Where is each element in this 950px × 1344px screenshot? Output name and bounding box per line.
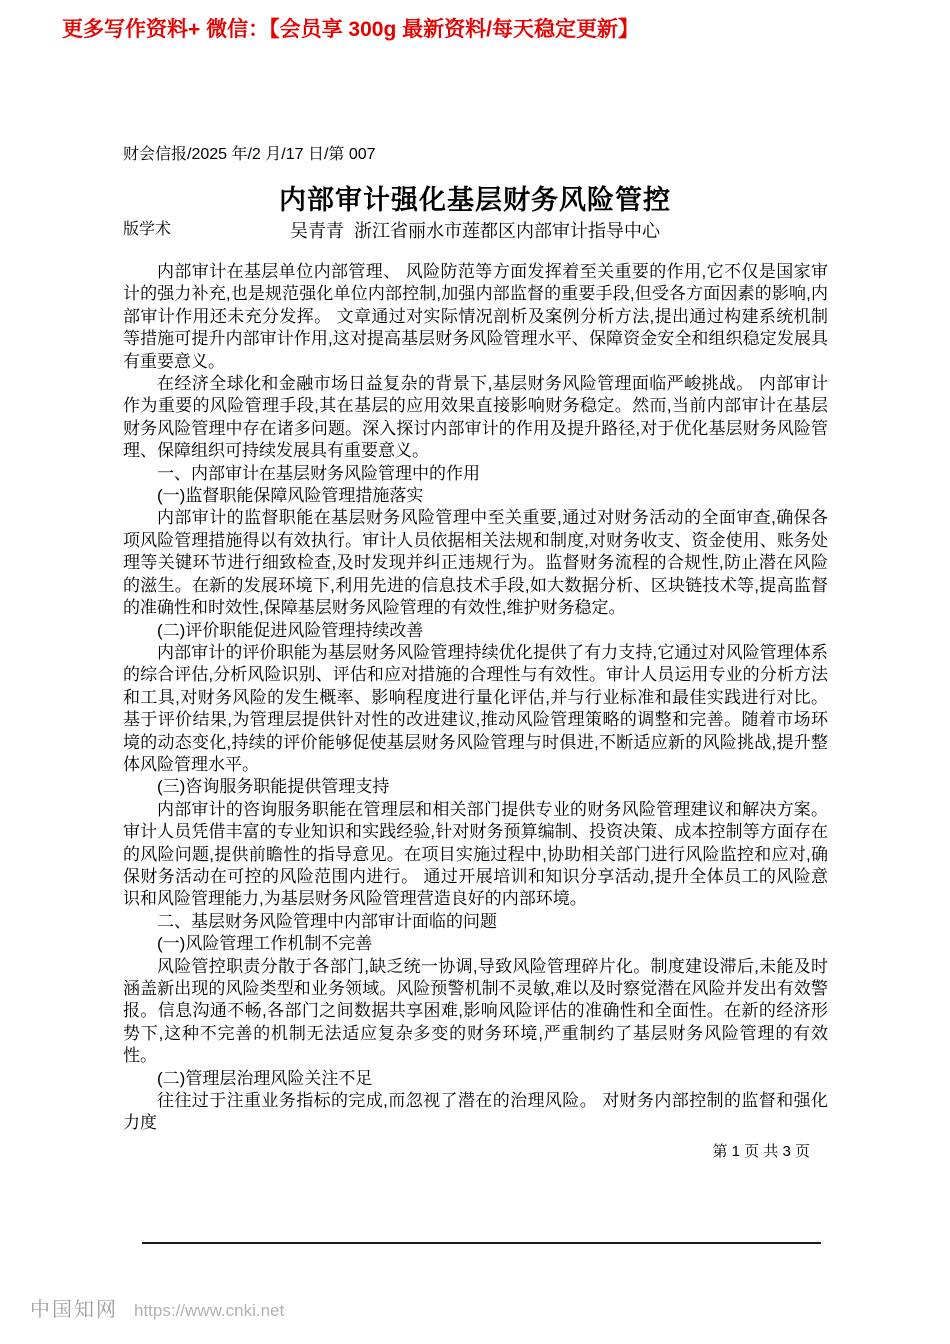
watermark-brand: 中国知网 <box>30 1299 118 1321</box>
heading-section-2-1: (一)风险管理工作机制不完善 <box>157 934 373 954</box>
ad-banner-text: 更多写作资料+ 微信：【会员享 300g 最新资料/每天稳定更新】 <box>62 18 639 41</box>
watermark-url: https://www.cnki.net <box>134 1301 285 1320</box>
heading-section-2: 二、基层财务风险管理中内部审计面临的问题 <box>157 911 497 931</box>
article-title: 内部审计强化基层财务风险管控 <box>279 185 671 216</box>
article-body <box>123 261 828 1135</box>
paragraph-abstract: 内部审计在基层单位内部管理、 风险防范等方面发挥着至关重要的作用,它不仅是国家审计的强力补充,也是规范强化单位内部控制,加强内部监督的重要手段,但受各方面因素的影响,内部审计作用还未充分发挥。 文章通过对实际情况剖析及案例分析方法,提出通过构建系统机制等措施可提升内部审计作用,这对提高基层财务风险管理水平、保障资金安全和组织稳定发展具有重要意义。 <box>123 262 828 371</box>
heading-section-1: 一、内部审计在基层财务风险管理中的作用 <box>157 463 480 483</box>
heading-section-2-2: (二)管理层治理风险关注不足 <box>157 1068 373 1088</box>
cnki-watermark <box>30 1293 284 1322</box>
paragraph-section-1-1: 内部审计的监督职能在基层财务风险管理中至关重要,通过对财务活动的全面审查,确保各项风险管理措施得以有效执行。审计人员依据相关法规和制度,对财务收支、资金使用、账务处理等关键环节进行细致检查,及时发现并纠正违规行为。监督财务流程的合规性,防止潜在风险的滋生。在新的发展环境下,利用先进的信息技术手段,如大数据分析、区块链技术等,提高监督的准确性和时效性,保障基层财务风险管理的有效性,维护财务稳定。 <box>123 508 828 618</box>
paragraph-section-1-3: 内部审计的咨询服务职能在管理层和相关部门提供专业的财务风险管理建议和解决方案。审计人员凭借丰富的专业知识和实践经验,针对财务预算编制、投资决策、成本控制等方面存在的风险问题,提供前瞻性的指导意见。在项目实施过程中,协助相关部门进行风险监控和应对,确保财务活动在可控的风险范围内进行。 通过开展培训和知识分享活动,提升全体员工的风险意识和风险管理能力,为基层财务风险管理营造良好的内部环境。 <box>123 799 828 909</box>
footer-divider-line <box>142 1242 821 1244</box>
paragraph-section-1-2: 内部审计的评价职能为基层财务风险管理持续优化提供了有力支持,它通过对风险管理体系的综合评估,分析风险识别、评估和应对措施的合理性与有效性。审计人员运用专业的分析方法和工具,对财务风险的发生概率、影响程度进行量化评估,并与行业标准和最佳实践进行对比。基于评价结果,为管理层提供针对性的改进建议,推动风险管理策略的调整和完善。随着市场环境的动态变化,持续的评价能够促使基层财务风险管理与时俱进,不断适应新的风险挑战,提升整体风险管理水平。 <box>123 642 828 774</box>
article-author: 吴青青 浙江省丽水市莲都区内部审计指导中心 <box>290 221 660 241</box>
paragraph-section-2-1: 风险管控职责分散于各部门,缺乏统一协调,导致风险管理碎片化。制度建设滞后,未能及时涵盖新出现的风险类型和业务领域。风险预警机制不灵敏,难以及时察觉潜在风险并发出有效警报。信息沟通不畅,各部门之间数据共享困难,影响风险评估的准确性和全面性。在新的经济形势下,这种不完善的机制无法适应复杂多变的财务环境,严重制约了基层财务风险管理的有效性。 <box>123 956 828 1066</box>
page-indicator: 第 1 页 共 3 页 <box>712 1143 810 1160</box>
heading-section-1-2: (二)评价职能促进风险管理持续改善 <box>157 620 424 640</box>
paragraph-intro: 在经济全球化和金融市场日益复杂的背景下,基层财务风险管理面临严峻挑战。 内部审计作为重要的风险管理手段,其在基层的应用效果直接影响财务稳定。然而,当前内部审计在基层财务风险管理中存在诸多问题。深入探讨内部审计的作用及提升路径,对于优化基层财务风险管理、保障组织可持续发展具有重要意义。 <box>123 374 828 461</box>
heading-section-1-3: (三)咨询服务职能提供管理支持 <box>157 777 390 797</box>
paragraph-section-2-2: 往往过于注重业务指标的完成,而忽视了潜在的治理风险。 对财务内部控制的监督和强化力度 <box>123 1091 828 1133</box>
source-line: 财会信报/2025 年/2 月/17 日/第 007 <box>123 146 376 163</box>
edition-line: 版学术 <box>123 221 172 238</box>
heading-section-1-1: (一)监督职能保障风险管理措施落实 <box>157 486 424 506</box>
